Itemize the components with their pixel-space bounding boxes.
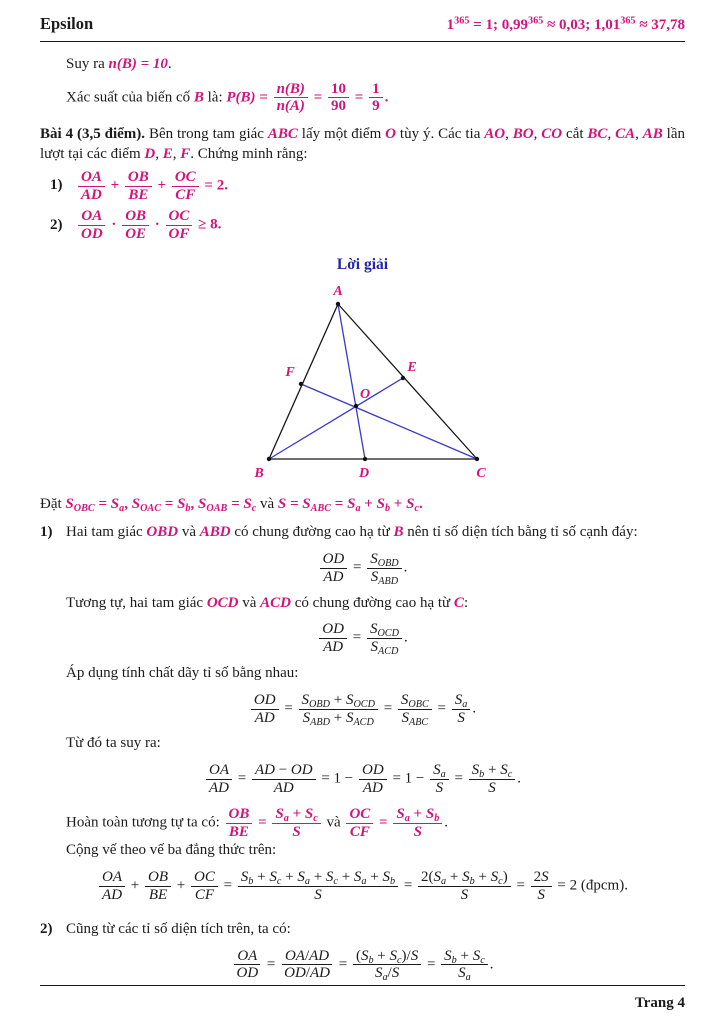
header-rule — [40, 41, 685, 42]
display-equation: $\frac{OD}{AD}$ = $\frac{S_{OBD} + S_{OCD}}{S_{ABD} + S_{ACD}}$ = $\frac{S_{OBC}}{S_{ABC}}$ = $\frac{S_a}{S}$ . — [40, 691, 685, 728]
point-E — [400, 376, 404, 380]
item-number: 2) — [50, 216, 63, 233]
item-number: 1) — [50, 177, 63, 194]
item-number: 2) — [40, 920, 53, 937]
point-D — [362, 457, 366, 461]
point-O — [353, 404, 357, 408]
label-A: A — [332, 284, 343, 300]
point-C — [474, 457, 478, 461]
solution-paragraph: Từ đó ta suy ra: — [66, 735, 161, 752]
page-footer — [40, 980, 685, 1014]
page-number: Trang 4 — [634, 995, 685, 1012]
point-A — [335, 302, 339, 306]
notation-line: Đặt $S_{OBC} = S_a$, $S_{OAC} = S_b$, $S_{OAB} = S_c$ và $S = S_{ABC} = S_a + S_b + S_c$. — [40, 496, 423, 515]
label-E: E — [406, 360, 417, 376]
problem-statement: Bài 4 (3,5 điểm). Bên trong tam giác ABC lấy một điểm O tùy ý. Các tia AO, BO, CO cắt BC, CA, AB lần lượt tại các điểm D, E, F. Chứng minh rằng: — [40, 126, 686, 162]
footer-rule — [40, 985, 685, 986]
point-labels — [253, 284, 486, 481]
triangle-edges — [269, 304, 477, 459]
journal-title: Epsilon — [40, 14, 94, 33]
solution-paragraph: Hoàn toàn tương tự ta có: $\frac{OB}{BE}$ = $\frac{S_a + S_c}{S}$ và $\frac{OC}{CF}$ = $\frac{S_a + S_b}{S}$ . — [66, 805, 449, 840]
solution-paragraph: Cũng từ các tỉ số diện tích trên, ta có: — [66, 920, 291, 937]
label-D: D — [358, 466, 369, 482]
solution-paragraph: Hai tam giác OBD và ABD có chung đường cao hạ từ B nên tỉ số diện tích bằng tỉ số cạnh đáy: — [66, 524, 638, 541]
problem-equation-1: $\frac{OA}{AD}$ + $\frac{OB}{BE}$ + $\frac{OC}{CF}$ = 2. — [76, 168, 228, 205]
label-O: O — [359, 387, 370, 403]
problem-item-1 — [50, 168, 685, 205]
display-equation: $\frac{OD}{AD}$ = $\frac{S_{OCD}}{S_{ACD}}$ . — [40, 620, 685, 657]
cevian-CF — [301, 384, 477, 459]
point-F — [298, 382, 302, 386]
display-equation: $\frac{OD}{AD}$ = $\frac{S_{OBD}}{S_{ABD}}$ . — [40, 550, 685, 587]
cevian-AD — [338, 304, 365, 459]
problem-equation-2: $\frac{OA}{OD}$ · $\frac{OB}{OE}$ · $\frac{OC}{OF}$ ≥ 8. — [76, 207, 221, 244]
item-number: 1) — [40, 524, 53, 541]
label-B: B — [253, 466, 264, 482]
problem-item-2 — [50, 207, 685, 244]
triangle-diagram — [228, 279, 524, 487]
solution-paragraph: Tương tự, hai tam giác OCD và ACD có chung đường cao hạ từ C: — [66, 594, 469, 611]
intro-line-2: Xác suất của biến cố B là: P(B) = $\frac{n(B)}{n(A)}$ = $\frac{10}{90}$ = $\frac{1}{9}$ . — [66, 80, 389, 115]
solution-heading: Lời giải — [336, 255, 389, 273]
point-B — [266, 457, 270, 461]
intro-line-1: Suy ra n(B) = 10. — [66, 55, 172, 72]
label-C: C — [475, 466, 486, 482]
solution-item-1 — [40, 523, 685, 912]
page-header — [40, 0, 685, 36]
display-equation: $\frac{OA}{AD}$ = $\frac{AD - OD}{AD}$ = 1 − $\frac{OD}{AD}$ = 1 − $\frac{S_a}{S}$ = $\frac{S_b + S_c}{S}$ . — [40, 761, 685, 798]
point-dots — [266, 302, 478, 461]
triangle-diagram-svg — [228, 279, 524, 487]
label-F: F — [284, 365, 295, 381]
cevian-lines — [269, 304, 477, 459]
display-equation: $\frac{OA}{AD}$ + $\frac{OB}{BE}$ + $\frac{OC}{CF}$ = $\frac{S_b + S_c + S_a + S_c + S_a + S_b}{S}$ = $\frac{2(S_a + S_b + S_c)}{S}$ = $\frac{2S}{S}$ = 2 (đpcm). — [40, 868, 685, 905]
display-equation: $\frac{OA}{OD}$ = $\frac{OA/AD}{OD/AD}$ = $\frac{(S_b + S_c)/S}{S_a/S}$ = $\frac{S_b + S_c}{S_a}$ . — [40, 947, 685, 984]
header-formula: $1^{365} = 1$; $0,99^{365} \approx 0,03$; $1,01^{365} \approx 37,78$ — [446, 15, 685, 33]
solution-paragraph: Cộng vế theo vế ba đẳng thức trên: — [66, 842, 277, 859]
solution-paragraph: Áp dụng tính chất dãy tỉ số bằng nhau: — [66, 665, 299, 681]
